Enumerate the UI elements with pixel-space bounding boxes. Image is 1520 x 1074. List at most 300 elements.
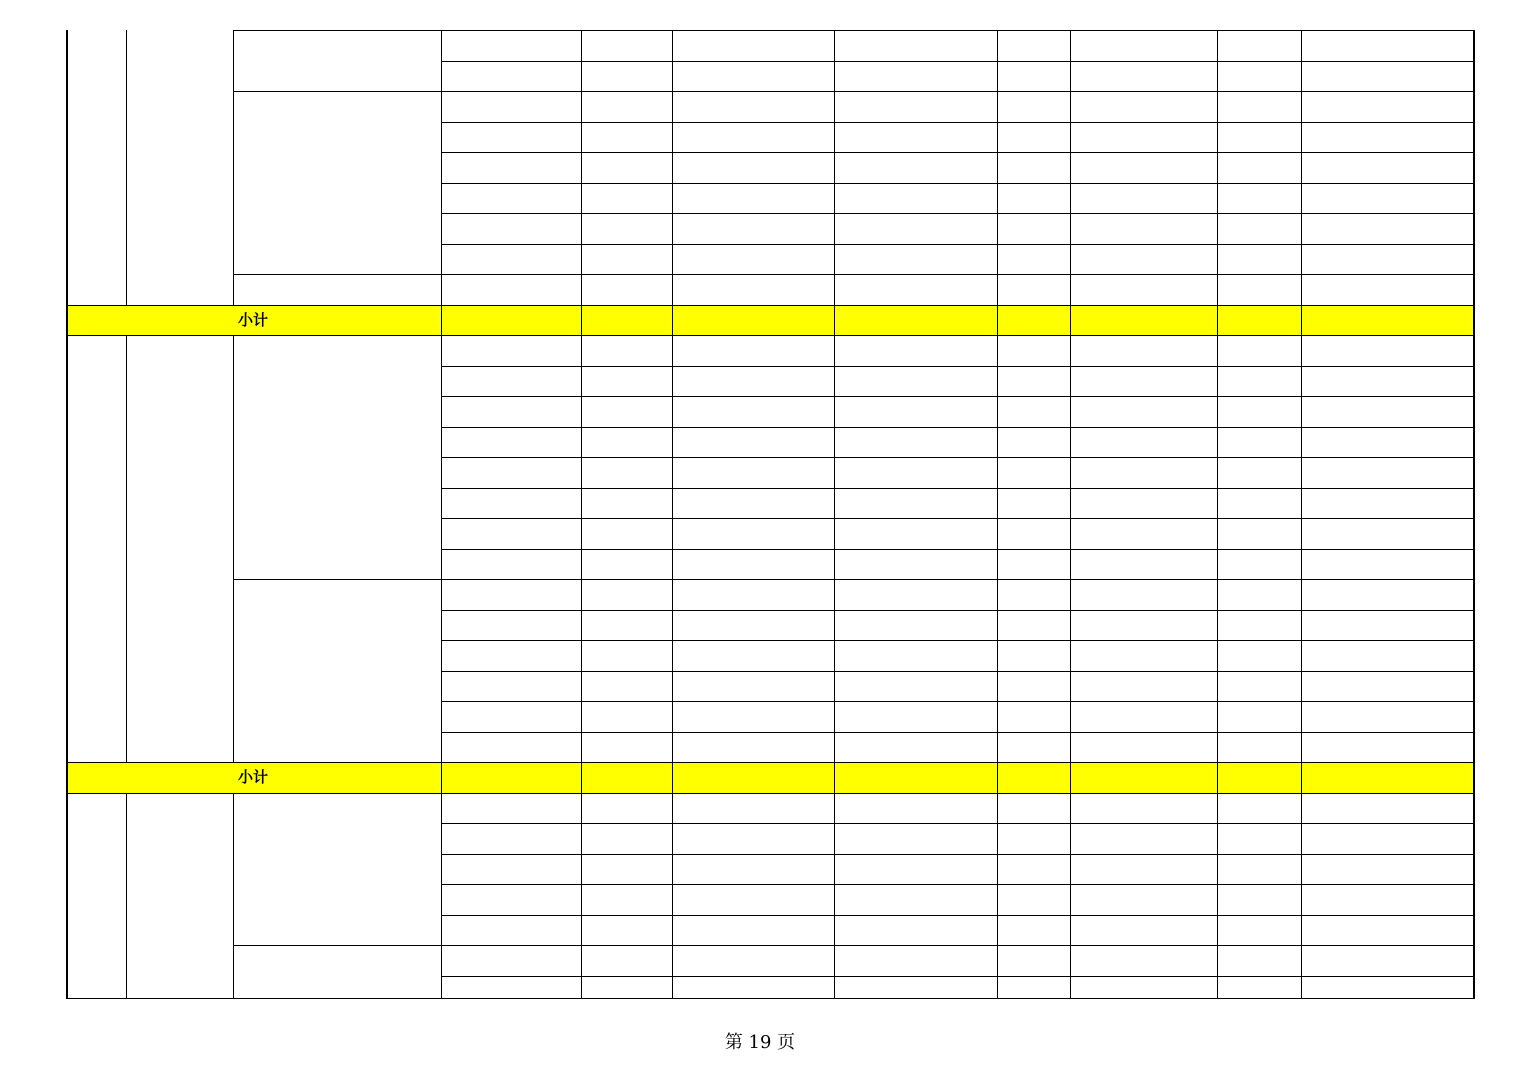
cell-subsidy [1301, 91, 1473, 122]
hline-bank [233, 945, 441, 946]
cell-subsidy-rate [1217, 244, 1301, 275]
cell-rate [581, 945, 672, 976]
cell-end-date [834, 457, 997, 488]
cell-rate [581, 305, 672, 336]
hline-data [441, 305, 1473, 306]
cell-subsidy [1301, 701, 1473, 732]
hline-data [441, 915, 1473, 916]
cell-subsidy-rate [1217, 640, 1301, 671]
cell-interest [1070, 640, 1217, 671]
hline-data [441, 335, 1473, 336]
cell-days [997, 366, 1070, 397]
cell-interest [1070, 793, 1217, 824]
cell-interest [1070, 610, 1217, 641]
cell-subsidy [1301, 762, 1473, 793]
cell-subsidy-rate [1217, 366, 1301, 397]
cell-amount [441, 183, 581, 214]
vline-col1 [126, 335, 127, 762]
vline-col2 [233, 30, 234, 305]
cell-amount [441, 579, 581, 610]
cell-rate [581, 274, 672, 305]
cell-subsidy [1301, 366, 1473, 397]
cell-end-date [834, 701, 997, 732]
cell-end-date [834, 366, 997, 397]
cell-subsidy [1301, 30, 1473, 61]
seq-cell [66, 335, 126, 762]
cell-subsidy [1301, 884, 1473, 915]
cell-interest [1070, 305, 1217, 336]
cell-start-date [672, 122, 834, 153]
hline-bank [233, 793, 441, 794]
cell-subsidy-rate [1217, 396, 1301, 427]
cell-interest [1070, 945, 1217, 976]
cell-interest [1070, 671, 1217, 702]
cell-start-date [672, 274, 834, 305]
cell-start-date [672, 457, 834, 488]
cell-end-date [834, 488, 997, 519]
hline-data [441, 30, 1473, 31]
bank-cell [233, 579, 441, 762]
bank-cell [233, 945, 441, 998]
cell-end-date [834, 396, 997, 427]
cell-rate [581, 518, 672, 549]
bank-cell [233, 335, 441, 579]
cell-start-date [672, 30, 834, 61]
cell-rate [581, 91, 672, 122]
cell-amount [441, 366, 581, 397]
cell-start-date [672, 244, 834, 275]
cell-interest [1070, 701, 1217, 732]
cell-start-date [672, 915, 834, 946]
vline-col1 [126, 793, 127, 999]
cell-amount [441, 518, 581, 549]
hline-bank [233, 91, 441, 92]
cell-rate [581, 579, 672, 610]
cell-days [997, 518, 1070, 549]
hline-company [66, 762, 233, 763]
cell-start-date [672, 640, 834, 671]
hline-data [441, 518, 1473, 519]
cell-days [997, 244, 1070, 275]
cell-subsidy [1301, 976, 1473, 999]
cell-interest [1070, 854, 1217, 885]
cell-interest [1070, 366, 1217, 397]
cell-days [997, 427, 1070, 458]
cell-amount [441, 793, 581, 824]
cell-subsidy [1301, 396, 1473, 427]
cell-subsidy-rate [1217, 976, 1301, 999]
cell-subsidy [1301, 640, 1473, 671]
cell-subsidy [1301, 61, 1473, 92]
cell-start-date [672, 671, 834, 702]
cell-start-date [672, 366, 834, 397]
cell-end-date [834, 122, 997, 153]
cell-amount [441, 640, 581, 671]
cell-end-date [834, 671, 997, 702]
cell-days [997, 549, 1070, 580]
cell-end-date [834, 884, 997, 915]
hline-data [441, 183, 1473, 184]
cell-subsidy [1301, 152, 1473, 183]
cell-amount [441, 732, 581, 763]
hline-data [441, 152, 1473, 153]
cell-subsidy-rate [1217, 701, 1301, 732]
cell-rate [581, 457, 672, 488]
vline-left [66, 30, 68, 998]
cell-days [997, 793, 1070, 824]
cell-days [997, 61, 1070, 92]
vline-col2 [233, 793, 234, 999]
cell-start-date [672, 793, 834, 824]
cell-days [997, 30, 1070, 61]
cell-subsidy-rate [1217, 61, 1301, 92]
hline-bank [233, 335, 441, 336]
cell-interest [1070, 122, 1217, 153]
hline-data [441, 793, 1473, 794]
cell-start-date [672, 701, 834, 732]
cell-interest [1070, 396, 1217, 427]
hline-data [441, 244, 1473, 245]
cell-start-date [672, 152, 834, 183]
cell-end-date [834, 915, 997, 946]
hline-company [66, 335, 233, 336]
cell-interest [1070, 457, 1217, 488]
cell-start-date [672, 579, 834, 610]
cell-end-date [834, 610, 997, 641]
cell-start-date [672, 976, 834, 999]
page-footer: 第 19 页 [724, 1032, 796, 1053]
cell-start-date [672, 884, 834, 915]
cell-rate [581, 183, 672, 214]
cell-interest [1070, 152, 1217, 183]
cell-days [997, 945, 1070, 976]
cell-amount [441, 549, 581, 580]
cell-end-date [834, 762, 997, 793]
cell-interest [1070, 91, 1217, 122]
cell-amount [441, 976, 581, 999]
cell-interest [1070, 915, 1217, 946]
cell-days [997, 854, 1070, 885]
cell-days [997, 213, 1070, 244]
cell-subsidy [1301, 854, 1473, 885]
cell-subsidy [1301, 945, 1473, 976]
cell-subsidy [1301, 671, 1473, 702]
hline-company [66, 793, 233, 794]
hline-data [441, 701, 1473, 702]
cell-subsidy-rate [1217, 427, 1301, 458]
vline-col2 [233, 335, 234, 762]
cell-rate [581, 335, 672, 366]
cell-subsidy [1301, 823, 1473, 854]
cell-days [997, 183, 1070, 214]
cell-days [997, 762, 1070, 793]
cell-amount [441, 945, 581, 976]
cell-subsidy-rate [1217, 579, 1301, 610]
bank-cell [233, 274, 441, 305]
cell-end-date [834, 518, 997, 549]
cell-subsidy [1301, 274, 1473, 305]
cell-amount [441, 762, 581, 793]
vline-col11 [1473, 30, 1475, 998]
cell-subsidy-rate [1217, 610, 1301, 641]
subtotal-label: 小计 [237, 310, 268, 329]
cell-rate [581, 366, 672, 397]
cell-subsidy-rate [1217, 762, 1301, 793]
cell-rate [581, 823, 672, 854]
cell-end-date [834, 152, 997, 183]
cell-subsidy-rate [1217, 671, 1301, 702]
cell-days [997, 396, 1070, 427]
cell-rate [581, 213, 672, 244]
cell-end-date [834, 305, 997, 336]
cell-subsidy [1301, 305, 1473, 336]
cell-days [997, 701, 1070, 732]
hline-data [441, 427, 1473, 428]
cell-subsidy-rate [1217, 793, 1301, 824]
cell-subsidy-rate [1217, 549, 1301, 580]
vline-col1 [126, 30, 127, 305]
hline-bank [233, 762, 441, 763]
cell-days [997, 91, 1070, 122]
cell-days [997, 732, 1070, 763]
cell-end-date [834, 61, 997, 92]
cell-subsidy [1301, 610, 1473, 641]
cell-subsidy [1301, 549, 1473, 580]
cell-rate [581, 152, 672, 183]
cell-start-date [672, 945, 834, 976]
hline-data [441, 122, 1473, 123]
cell-rate [581, 976, 672, 999]
cell-subsidy [1301, 183, 1473, 214]
cell-subsidy [1301, 335, 1473, 366]
cell-days [997, 152, 1070, 183]
cell-amount [441, 610, 581, 641]
cell-end-date [834, 183, 997, 214]
cell-end-date [834, 976, 997, 999]
cell-end-date [834, 549, 997, 580]
cell-interest [1070, 488, 1217, 519]
cell-days [997, 823, 1070, 854]
seq-cell [66, 30, 126, 305]
cell-interest [1070, 335, 1217, 366]
cell-amount [441, 152, 581, 183]
hline-data [441, 945, 1473, 946]
cell-amount [441, 122, 581, 153]
hline-data [441, 457, 1473, 458]
cell-rate [581, 854, 672, 885]
cell-end-date [834, 793, 997, 824]
cell-amount [441, 884, 581, 915]
cell-amount [441, 854, 581, 885]
cell-rate [581, 427, 672, 458]
cell-interest [1070, 30, 1217, 61]
cell-amount [441, 823, 581, 854]
hline-data [441, 732, 1473, 733]
hline-data [441, 396, 1473, 397]
cell-rate [581, 244, 672, 275]
hline-bank [233, 274, 441, 275]
cell-subsidy [1301, 488, 1473, 519]
cell-days [997, 579, 1070, 610]
cell-end-date [834, 732, 997, 763]
cell-interest [1070, 823, 1217, 854]
cell-end-date [834, 244, 997, 275]
cell-days [997, 884, 1070, 915]
cell-interest [1070, 976, 1217, 999]
cell-rate [581, 671, 672, 702]
cell-rate [581, 762, 672, 793]
company-name-cell [126, 335, 233, 762]
hline-data [441, 640, 1473, 641]
cell-start-date [672, 549, 834, 580]
cell-amount [441, 427, 581, 458]
cell-rate [581, 884, 672, 915]
cell-start-date [672, 854, 834, 885]
bank-cell [233, 793, 441, 946]
company-name-cell [126, 30, 233, 305]
cell-days [997, 488, 1070, 519]
cell-subsidy [1301, 213, 1473, 244]
cell-subsidy-rate [1217, 305, 1301, 336]
cell-start-date [672, 213, 834, 244]
cell-interest [1070, 762, 1217, 793]
cell-amount [441, 488, 581, 519]
cell-amount [441, 61, 581, 92]
cell-subsidy [1301, 244, 1473, 275]
cell-subsidy-rate [1217, 122, 1301, 153]
cell-rate [581, 122, 672, 153]
cell-start-date [672, 732, 834, 763]
cell-interest [1070, 274, 1217, 305]
cell-interest [1070, 732, 1217, 763]
hline-data [441, 762, 1473, 763]
cell-start-date [672, 427, 834, 458]
cell-subsidy-rate [1217, 945, 1301, 976]
cell-rate [581, 732, 672, 763]
cell-rate [581, 915, 672, 946]
cell-days [997, 976, 1070, 999]
subtotal-label: 小计 [237, 768, 268, 787]
cell-subsidy-rate [1217, 213, 1301, 244]
cell-rate [581, 701, 672, 732]
cell-interest [1070, 61, 1217, 92]
cell-start-date [672, 305, 834, 336]
cell-subsidy-rate [1217, 823, 1301, 854]
hline-bank [233, 305, 441, 306]
hline-data [441, 366, 1473, 367]
cell-end-date [834, 213, 997, 244]
cell-days [997, 640, 1070, 671]
cell-subsidy-rate [1217, 335, 1301, 366]
hline-company [66, 305, 233, 306]
cell-subsidy-rate [1217, 274, 1301, 305]
cell-end-date [834, 427, 997, 458]
cell-interest [1070, 884, 1217, 915]
cell-days [997, 610, 1070, 641]
cell-start-date [672, 823, 834, 854]
cell-end-date [834, 579, 997, 610]
hline-data [441, 61, 1473, 62]
cell-subsidy-rate [1217, 732, 1301, 763]
cell-start-date [672, 335, 834, 366]
cell-interest [1070, 549, 1217, 580]
cell-subsidy [1301, 793, 1473, 824]
cell-days [997, 915, 1070, 946]
cell-end-date [834, 854, 997, 885]
company-name-cell [126, 793, 233, 999]
cell-start-date [672, 610, 834, 641]
cell-days [997, 305, 1070, 336]
cell-rate [581, 488, 672, 519]
seq-cell [66, 793, 126, 999]
cell-start-date [672, 396, 834, 427]
cell-subsidy [1301, 518, 1473, 549]
cell-start-date [672, 61, 834, 92]
cell-days [997, 122, 1070, 153]
cell-amount [441, 305, 581, 336]
cell-interest [1070, 518, 1217, 549]
cell-start-date [672, 488, 834, 519]
cell-subsidy-rate [1217, 183, 1301, 214]
cell-subsidy [1301, 427, 1473, 458]
cell-days [997, 457, 1070, 488]
cell-end-date [834, 91, 997, 122]
cell-rate [581, 396, 672, 427]
hline-data [441, 488, 1473, 489]
cell-subsidy-rate [1217, 152, 1301, 183]
cell-amount [441, 701, 581, 732]
hline-bottom [66, 998, 1475, 999]
hline-data [441, 549, 1473, 550]
cell-subsidy [1301, 122, 1473, 153]
hline-data [441, 579, 1473, 580]
hline-bank [233, 30, 441, 31]
cell-end-date [834, 335, 997, 366]
cell-subsidy-rate [1217, 518, 1301, 549]
hline-bank [233, 579, 441, 580]
hline-data [441, 884, 1473, 885]
hline-data [441, 854, 1473, 855]
bank-cell [233, 30, 441, 91]
cell-subsidy-rate [1217, 854, 1301, 885]
cell-subsidy-rate [1217, 91, 1301, 122]
cell-subsidy-rate [1217, 488, 1301, 519]
cell-amount [441, 457, 581, 488]
cell-end-date [834, 945, 997, 976]
cell-subsidy-rate [1217, 915, 1301, 946]
cell-rate [581, 30, 672, 61]
hline-data [441, 976, 1473, 977]
hline-data [441, 823, 1473, 824]
cell-days [997, 274, 1070, 305]
cell-start-date [672, 91, 834, 122]
cell-days [997, 671, 1070, 702]
cell-interest [1070, 213, 1217, 244]
hline-data [441, 91, 1473, 92]
cell-amount [441, 396, 581, 427]
cell-subsidy [1301, 457, 1473, 488]
cell-amount [441, 30, 581, 61]
cell-amount [441, 274, 581, 305]
cell-subsidy [1301, 915, 1473, 946]
cell-subsidy [1301, 732, 1473, 763]
cell-rate [581, 640, 672, 671]
cell-subsidy-rate [1217, 884, 1301, 915]
cell-rate [581, 549, 672, 580]
cell-amount [441, 91, 581, 122]
cell-interest [1070, 183, 1217, 214]
cell-amount [441, 244, 581, 275]
